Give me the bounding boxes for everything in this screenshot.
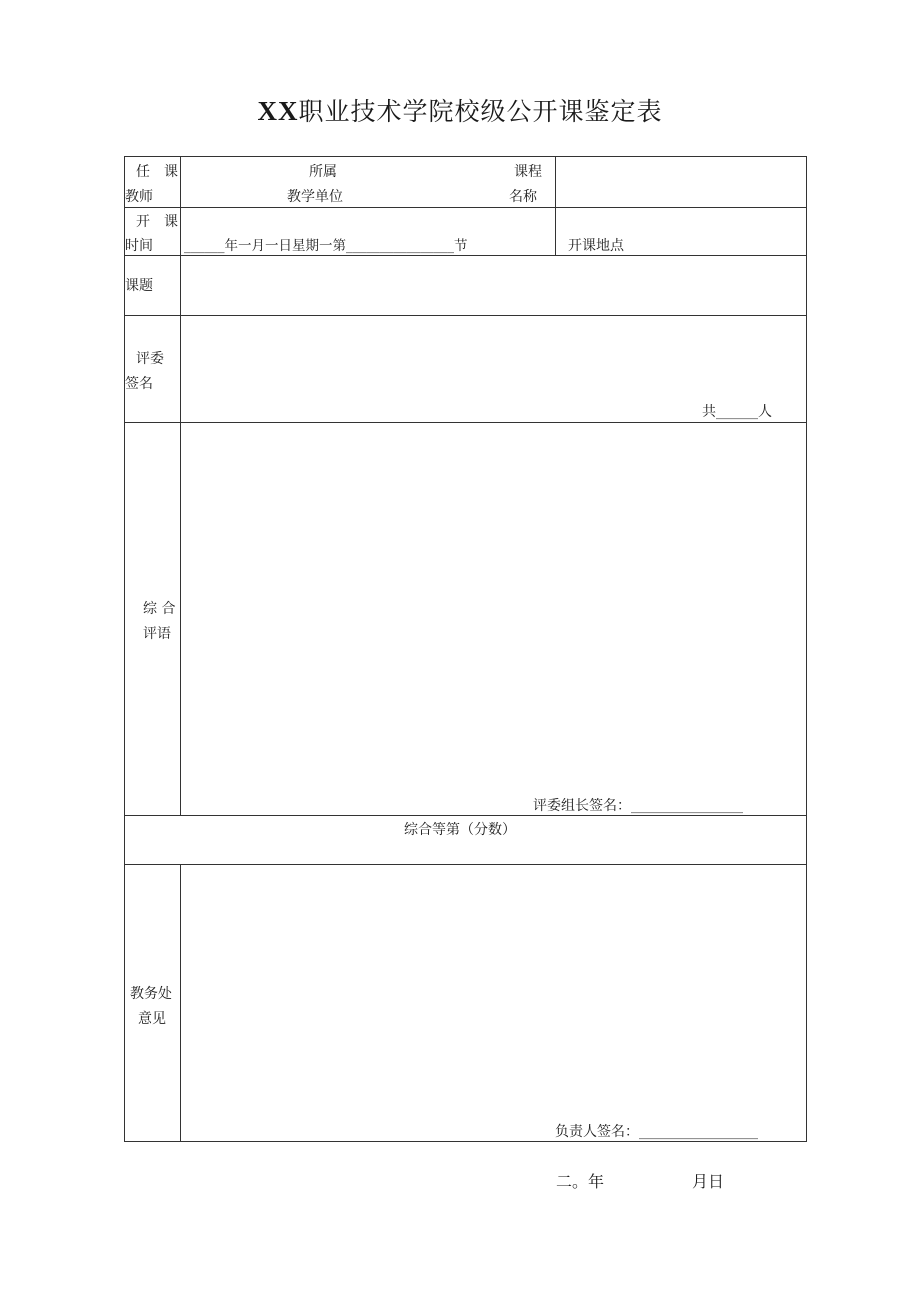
row-divider: [124, 315, 807, 316]
teacher-label-line2: 教师: [125, 189, 153, 205]
footer-year: 二。年: [556, 1172, 605, 1191]
table-border-right: [806, 156, 807, 1142]
place-label: 开课地点: [568, 238, 624, 254]
table-border-left: [124, 156, 125, 1142]
judges-label-line1: 评委: [136, 351, 164, 367]
page-title: [0, 92, 920, 128]
comment-label-line1: 综 合: [143, 601, 176, 617]
time-label-line2: 时间: [125, 238, 153, 254]
office-label-line1: 教务处: [130, 986, 172, 1002]
teacher-label-line1: 任 课: [136, 164, 178, 180]
footer-month-day: 月日: [692, 1172, 725, 1191]
judges-label-line2: 签名: [125, 376, 153, 392]
title-prefix: XX: [257, 96, 299, 126]
topic-field[interactable]: [181, 256, 806, 315]
unit-label-line2: 教学单位: [287, 189, 343, 205]
comment-field[interactable]: [181, 423, 806, 793]
title-main: 职业技术学院校级公开课鉴定表: [298, 97, 663, 126]
row-divider: [124, 815, 807, 816]
comment-signature[interactable]: 评委组长签名：________________: [533, 798, 743, 814]
office-label-line2: 意见: [138, 1011, 166, 1027]
course-name-field[interactable]: [556, 157, 806, 207]
judges-count[interactable]: 共______人: [702, 404, 772, 420]
unit-label-line1: 所属: [309, 164, 337, 180]
table-border-bottom: [124, 1141, 807, 1142]
topic-label: 课题: [125, 278, 153, 294]
date-fill-line[interactable]: ______年一月一日星期一第________________节: [184, 238, 468, 254]
grade-field[interactable]: [125, 842, 806, 864]
course-label-line1: 课程: [514, 164, 542, 180]
grade-label: 综合等第（分数）: [404, 822, 516, 838]
office-signature[interactable]: 负责人签名：_________________: [555, 1124, 758, 1140]
office-opinion-field[interactable]: [181, 865, 806, 1115]
row-divider: [124, 207, 807, 208]
time-label-line1: 开 课: [136, 214, 178, 230]
course-label-line2: 名称: [509, 189, 537, 205]
comment-label-line2: 评语: [143, 626, 171, 642]
